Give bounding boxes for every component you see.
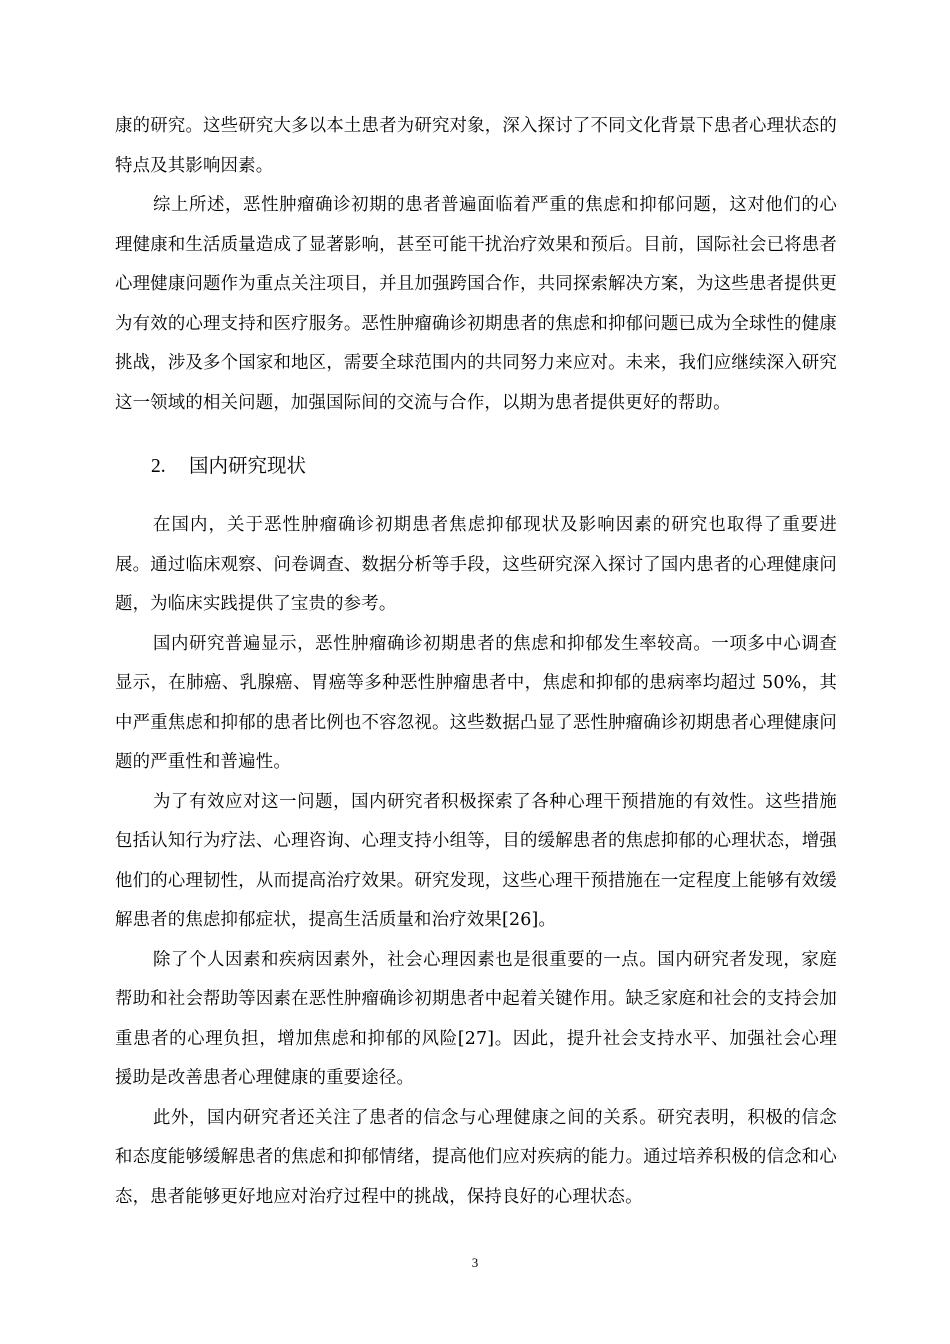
paragraph-summary: 综上所述，恶性肿瘤确诊初期的患者普遍面临着严重的焦虑和抑郁问题，这对他们的心理健康和生活质量造成了显著影响，甚至可能干扰治疗效果和预后。目前，国际社会已将患者心理健康问题作为重点关注项目，并且加强跨国合作，共同探索解决方案，为这些患者提供更为有效的心理支持和医疗服务。恶性肿瘤确诊初期患者的焦虑和抑郁问题已成为全球性的健康挑战，涉及多个国家和地区，需要全球范围内的共同努力来应对。未来，我们应继续深入研究这一领域的相关问题，加强国际间的交流与合作，以期为患者提供更好的帮助。: [115, 195, 837, 413]
paragraph-continuation: 康的研究。这些研究大多以本土患者为研究对象，深入探讨了不同文化背景下患者心理状态的特点及其影响因素。: [115, 116, 837, 176]
section-heading: [115, 452, 837, 480]
section-number: 2.: [151, 456, 166, 477]
paragraph: 除了个人因素和疾病因素外，社会心理因素也是很重要的一点。国内研究者发现，家庭帮助和社会帮助等因素在恶性肿瘤确诊初期患者中起着关键作用。缺乏家庭和社会的支持会加重患者的心理负担，增加焦虑和抑郁的风险[27]。因此，提升社会支持水平、加强社会心理援助是改善患者心理健康的重要途径。: [115, 949, 837, 1088]
paragraph: 在国内，关于恶性肿瘤确诊初期患者焦虑抑郁现状及影响因素的研究也取得了重要进展。通过临床观察、问卷调查、数据分析等手段，这些研究深入探讨了国内患者的心理健康问题，为临床实践提供了宝贵的参考。: [115, 515, 837, 614]
document-body: [115, 107, 837, 1217]
section-title: 国内研究现状: [189, 454, 307, 477]
paragraph: 为了有效应对这一问题，国内研究者积极探索了各种心理干预措施的有效性。这些措施包括认知行为疗法、心理咨询、心理支持小组等，目的缓解患者的焦虑抑郁的心理状态，增强他们的心理韧性，从而提高治疗效果。研究发现，这些心理干预措施在一定程度上能够有效缓解患者的焦虑抑郁症状，提高生活质量和治疗效果[26]。: [115, 791, 837, 930]
page-number: 3: [471, 1255, 479, 1270]
paragraph: 此外，国内研究者还关注了患者的信念与心理健康之间的关系。研究表明，积极的信念和态度能够缓解患者的焦虑和抑郁情绪，提高他们应对疾病的能力。通过培养积极的信念和心态，患者能够更好地应对治疗过程中的挑战，保持良好的心理状态。: [115, 1107, 837, 1207]
paragraph: 国内研究普遍显示，恶性肿瘤确诊初期患者的焦虑和抑郁发生率较高。一项多中心调查显示，在肺癌、乳腺癌、胃癌等多种恶性肿瘤患者中，焦虑和抑郁的患病率均超过 50%，其中严重焦虑和抑郁的患者比例也不容忽视。这些数据凸显了恶性肿瘤确诊初期患者心理健康问题的严重性和普遍性。: [115, 633, 837, 772]
